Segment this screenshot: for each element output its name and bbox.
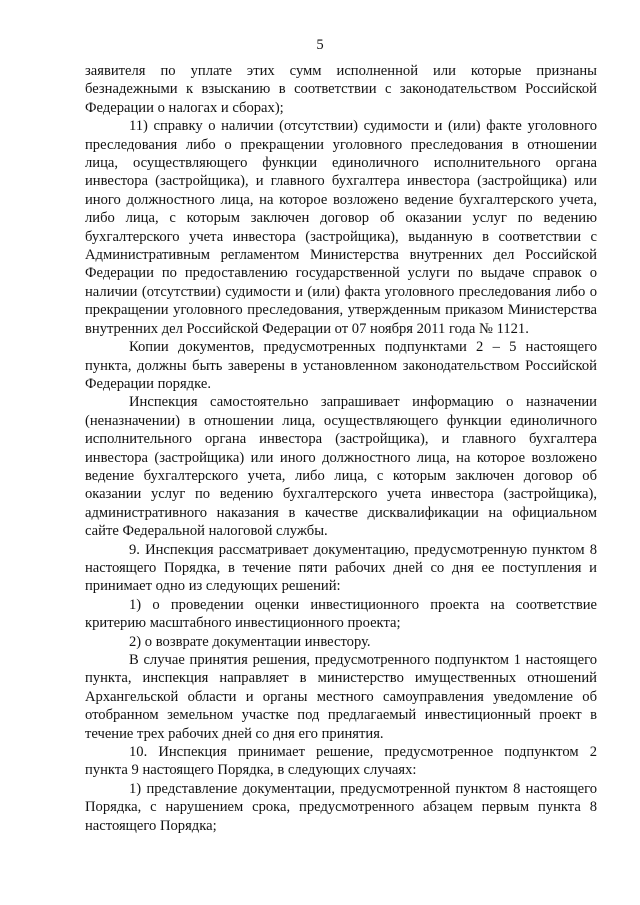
paragraph-point-10: 10. Инспекция принимает решение, предусмотренное подпунктом 2 пункта 9 настоящего Порядка, в следующих случаях:: [85, 744, 597, 779]
paragraph-decision-case: В случае принятия решения, предусмотренного подпунктом 1 настоящего пункта, инспекция направляет в министерство имущественных отношений Архангельской области и органы местного самоуправления уведомление об отобранном земельном участке под предлагаемый инвестиционный проект в течение трех рабочих дней со дня его принятия.: [85, 652, 597, 742]
paragraph-point-9-item-2: 2) о возврате документации инвестору.: [129, 633, 371, 650]
paragraph-point-10-item-1: 1) представление документации, предусмотренной пунктом 8 настоящего Порядка, с нарушением срока, предусмотренного абзацем первым пункта 8 настоящего Порядка;: [85, 780, 597, 834]
paragraph-point-9: 9. Инспекция рассматривает документацию, предусмотренную пунктом 8 настоящего Порядка, в течение пяти рабочих дней со дня ее поступления и принимает одно из следующих решений:: [85, 541, 597, 595]
paragraph-point-9-item-1: 1) о проведении оценки инвестиционного проекта на соответствие критерию масштабного инвестиционного проекта;: [85, 596, 597, 632]
paragraph-item-11: 11) справку о наличии (отсутствии) судимости и (или) факте уголовного преследования либо о прекращении уголовного преследования в отношении лица, осуществляющего функции единоличного исполнительного органа инвестора (застройщика), и главного бухгалтера инвестора (застройщика) или иного должностного лица, на которое возложено ведение бухгалтерского учета, либо лица, с которым заключен договор об оказании услуг по ведению бухгалтерского учета инвестора (застройщика), выданную в соответствии с Административным регламентом Министерства внутренних дел Российской Федерации по предоставлению государственной услуги по выдаче справок о наличии (отсутствии) судимости и (или) факта уголовного преследования либо о прекращении уголовного преследования, утвержденным приказом Министерства внутренних дел Российской Федерации от 07 ноября 2011 года № 1121.: [85, 118, 597, 337]
page-number: 5: [316, 37, 324, 53]
paragraph-inspection-request: Инспекция самостоятельно запрашивает информацию о назначении (неназначении) в отношении лица, осуществляющего функции единоличного исполнительного органа инвестора (застройщика), и главного бухгалтера инвестора (застройщика) или иного должностного лица, на которое возложено ведение бухгалтерского учета, либо лица, с которым заключен договор об оказании услуг по ведению бухгалтерского учета инвестора (застройщика), административного наказания в качестве дисквалификации на официальном сайте Федеральной налоговой службы.: [85, 394, 597, 540]
document-body: [85, 62, 597, 835]
paragraph-continuation: заявителя по уплате этих сумм исполненной или которые признаны безнадежными к взысканию в соответствии с законодательством Российской Федерации о налогах и сборах);: [85, 63, 597, 116]
paragraph-copies-note: Копии документов, предусмотренных подпунктами 2 – 5 настоящего пункта, должны быть заверены в установленном законодательством Российской Федерации порядке.: [85, 339, 597, 392]
